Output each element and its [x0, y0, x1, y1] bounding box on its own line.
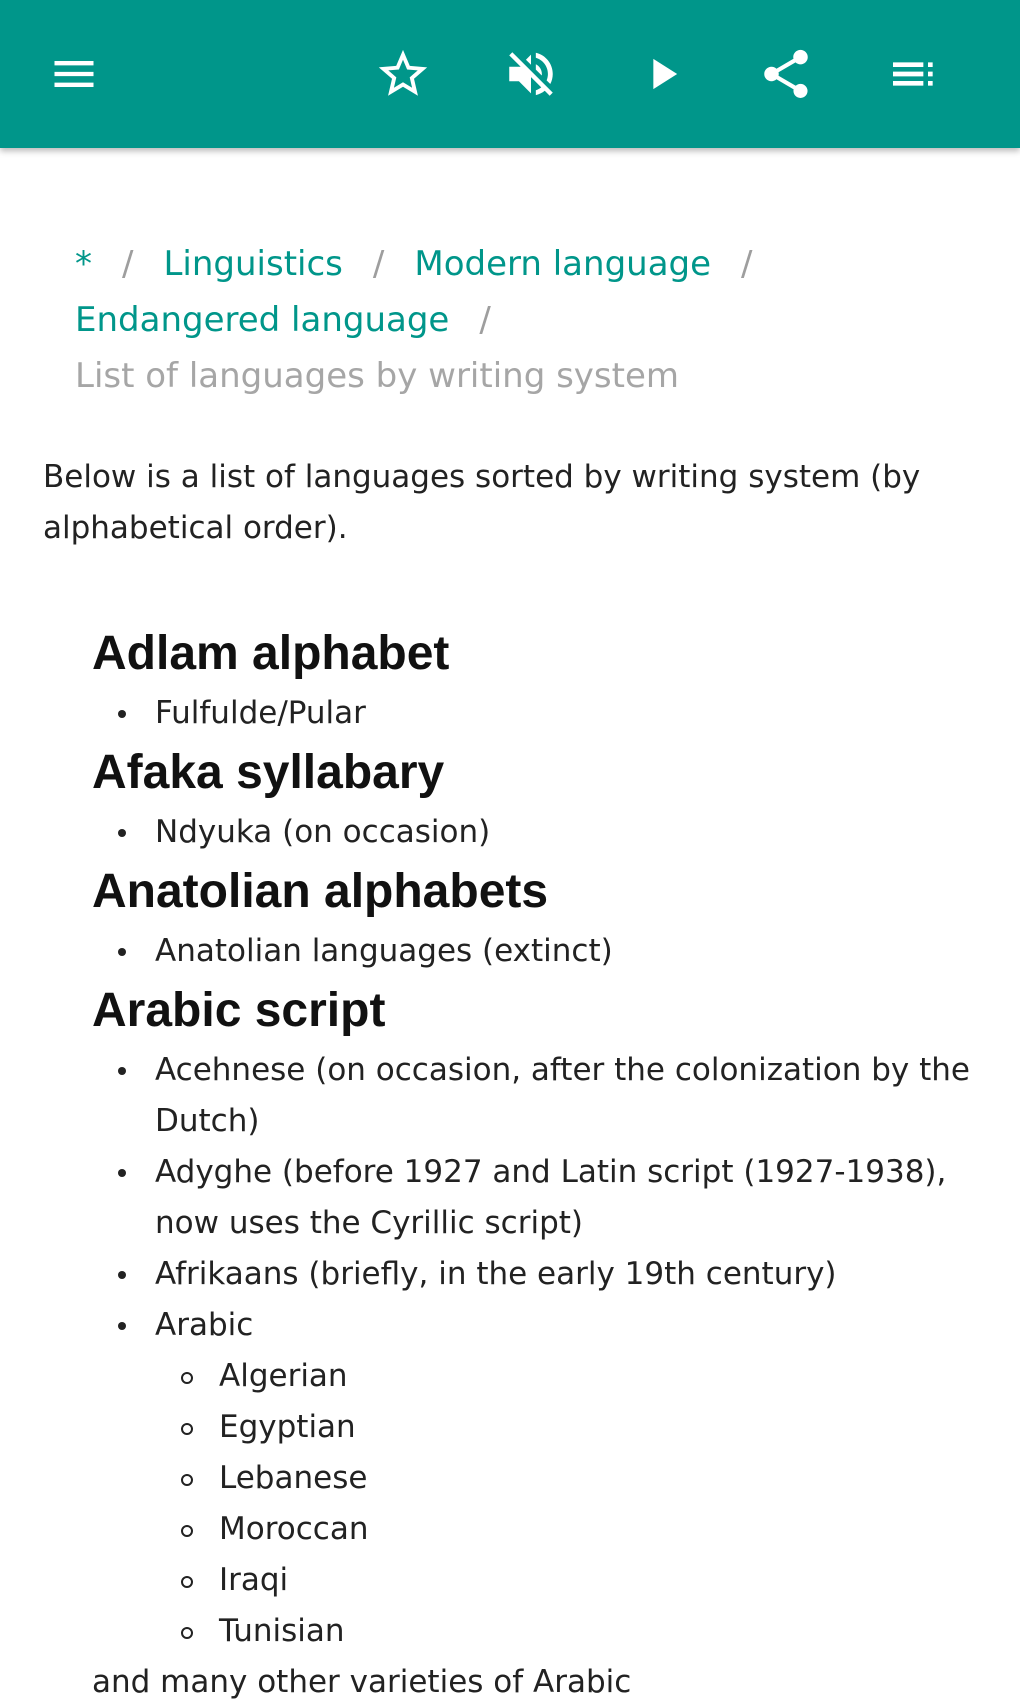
sub-list-item: Iraqi [155, 1555, 992, 1606]
list-item-label: Arabic [155, 1307, 254, 1343]
item-list [92, 926, 992, 977]
list-item: Acehnese (on occasion, after the colonization by the Dutch) [92, 1045, 992, 1147]
list-item: Ndyuka (on occasion) [92, 807, 992, 858]
star-outline-icon [374, 45, 432, 103]
contents-button[interactable] [874, 34, 954, 114]
volume-off-icon [502, 45, 560, 103]
sub-list-item: Egyptian [155, 1402, 992, 1453]
list-item: Adyghe (before 1927 and Latin script (1927-1938), now uses the Cyrillic script) [92, 1147, 992, 1249]
section-heading: Anatolian alphabets [92, 865, 549, 918]
share-button[interactable] [746, 34, 826, 114]
breadcrumb-separator: / [372, 244, 385, 284]
sub-list-item: Tunisian [155, 1606, 992, 1657]
share-icon [757, 45, 815, 103]
sub-list-item: Algerian [155, 1351, 992, 1402]
play-icon [636, 48, 688, 100]
menu-icon [48, 48, 100, 100]
sub-list-item: Moroccan [155, 1504, 992, 1555]
playlist-icon [886, 46, 942, 102]
item-list [92, 688, 992, 739]
section-adlam [92, 620, 992, 739]
breadcrumb-link-modern-language[interactable]: Modern language [414, 244, 712, 284]
section-anatolian [92, 858, 992, 977]
menu-button[interactable] [34, 34, 114, 114]
section-heading: Afaka syllabary [92, 746, 445, 799]
breadcrumb-separator: / [122, 244, 134, 284]
breadcrumb-separator: / [741, 244, 753, 284]
item-list [92, 807, 992, 858]
breadcrumb-root-link[interactable]: * [75, 244, 92, 284]
section-afaka [92, 739, 992, 858]
breadcrumb-link-linguistics[interactable]: Linguistics [163, 244, 343, 284]
app-toolbar [0, 0, 1020, 148]
sub-item-list [92, 1351, 992, 1657]
list-item: Fulfulde/Pular [92, 688, 992, 739]
item-list [92, 1045, 992, 1351]
sections-container [92, 620, 992, 1708]
breadcrumb [75, 236, 955, 404]
list-item-arabic [92, 1300, 992, 1351]
section-arabic [92, 977, 992, 1708]
section-heading: Arabic script [92, 984, 386, 1037]
breadcrumb-separator: / [479, 300, 491, 340]
breadcrumb-current-page: List of languages by writing system [75, 356, 680, 396]
sub-list-item: Lebanese [155, 1453, 992, 1504]
list-item: Anatolian languages (extinct) [92, 926, 992, 977]
section-heading: Adlam alphabet [92, 627, 450, 680]
favorite-button[interactable] [363, 34, 443, 114]
play-button[interactable] [622, 34, 702, 114]
list-item: Afrikaans (briefly, in the early 19th century) [92, 1249, 992, 1300]
intro-paragraph: Below is a list of languages sorted by writing system (by alphabetical order). [43, 459, 921, 546]
trailing-text: and many other varieties of Arabic [92, 1664, 632, 1700]
breadcrumb-link-endangered-language[interactable]: Endangered language [75, 300, 450, 340]
mute-button[interactable] [491, 34, 571, 114]
